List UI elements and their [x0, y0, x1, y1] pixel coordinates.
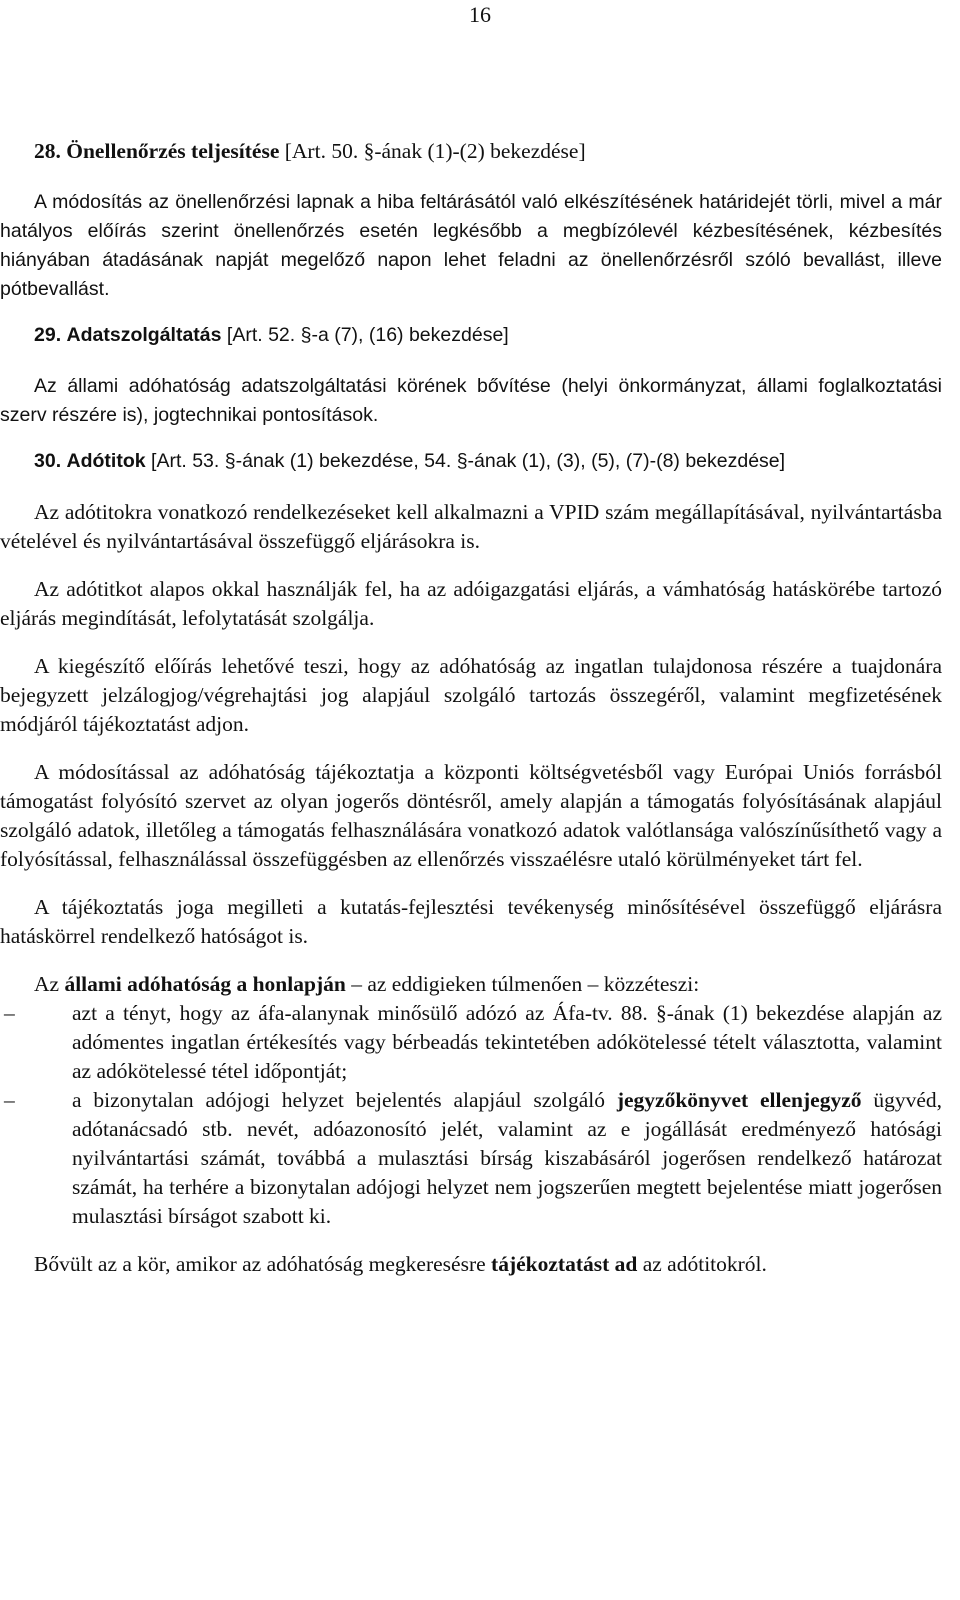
- section-28-body: A módosítás az önellenőrzési lapnak a hiba feltárásától való elkészítésének határidejét törli, mivel a már hatályos előírás szerint önellenőrzés esetén legkésőbb a megbízólevél kézbesítésének, kézbesítés hiányában átadásának napját megelőző napon lehet feladni az önellenőrzésről szóló bevallást, illeve pótbevallást.: [0, 191, 942, 300]
- section-30-paragraph-4: A módosítással az adóhatóság tájékoztatja a központi költségvetésből vagy Európai Uniós forrásból támogatást folyósító szervet az olyan jogerős döntésről, amely alapján a támogatás folyósításának alapjául szolgáló adatok, illetőleg a támogatás felhasználására vonatkozó adatok valótlansága valószínűsíthető vagy a folyósítással, felhasználással összefüggésben az ellenőrzés visszaélésre utaló körülményeket tárt fel.: [0, 760, 942, 871]
- section-29-reference: [Art. 52. §-a (7), (16) bekezdése]: [226, 324, 509, 346]
- section-30-paragraph-5: A tájékoztatás joga megilleti a kutatás-fejlesztési tevékenység minősítésével összefüggő eljárásra hatáskörrel rendelkező hatóságot is.: [0, 895, 942, 948]
- section-29-body: Az állami adóhatóság adatszolgáltatási körének bővítése (helyi önkormányzat, állami foglalkoztatási szerv részére is), jogtechnikai pontosítások.: [0, 375, 942, 426]
- tax-authority-website-emphasis: állami adóhatóság a honlapján: [64, 972, 346, 996]
- section-30-heading: [0, 447, 942, 476]
- section-28-title: Önellenőrzés teljesítése: [66, 139, 280, 163]
- section-30-reference: [Art. 53. §-ának (1) bekezdése, 54. §-ának (1), (3), (5), (7)-(8) bekezdése]: [151, 450, 786, 472]
- bullet-item-1: [0, 999, 942, 1086]
- provides-information-emphasis: tájékoztatást ad: [491, 1252, 638, 1276]
- section-29-number: 29.: [34, 324, 62, 346]
- section-30-title: Adótitok: [66, 450, 146, 472]
- document-body: [0, 137, 942, 1279]
- section-29-title: Adatszolgáltatás: [66, 324, 222, 346]
- dash-bullet-icon: –: [4, 1088, 15, 1112]
- bullet-item-1-text: azt a tényt, hogy az áfa-alanynak minősülő adózó az Áfa-tv. 88. §-ának (1) bekezdése alapján az adómentes ingatlan értékesítés vagy bérbeadás tekintetében adókötelessé tételt választotta, valamint az adókötelessé tétel időpontját;: [72, 1001, 942, 1083]
- page-number: 16: [469, 2, 491, 27]
- publication-intro: Az állami adóhatóság a honlapján – az eddigieken túlmenően – közzéteszi:: [34, 972, 700, 996]
- section-29-heading: [0, 321, 942, 350]
- section-30-paragraph-2: Az adótitkot alapos okkal használják fel, ha az adóigazgatási eljárás, a vámhatóság hatáskörébe tartozó eljárás megindítását, lefolytatását szolgálja.: [0, 577, 942, 630]
- section-28-reference: [Art. 50. §-ának (1)-(2) bekezdése]: [284, 139, 586, 163]
- section-28-heading: [0, 137, 942, 166]
- section-30-number: 30.: [34, 450, 62, 472]
- countersigned-record-emphasis: jegyzőkönyvet ellenjegyző: [616, 1088, 862, 1112]
- closing-paragraph: Bővült az a kör, amikor az adóhatóság megkeresésre tájékoztatást ad az adótitokról.: [34, 1252, 767, 1276]
- dash-bullet-icon: –: [4, 1001, 15, 1025]
- section-30-paragraph-1: Az adótitokra vonatkozó rendelkezéseket kell alkalmazni a VPID szám megállapításával, nyilvántartásba vételével és nyilvántartásával összefüggő eljárásokra is.: [0, 500, 942, 553]
- section-30-paragraph-3: A kiegészítő előírás lehetővé teszi, hogy az adóhatóság az ingatlan tulajdonosa részére a tuajdonára bejegyzett jelzálogjog/végrehajtási jog alapjául szolgáló tartozás összegéről, valamint megfizetésének módjáról tájékoztatást adjon.: [0, 654, 942, 736]
- bullet-item-2: – a bizonytalan adójogi helyzet bejelentés alapjául szolgáló jegyzőkönyvet ellenjegyző ügyvéd, adótanácsadó stb. nevét, adóazonosító jelét, valamint az e jogállását eredményező hatósági nyilvántartási számát, továbbá a mulasztási bírság kiszabásáról jogerősen rendelkező határozat számát, ha terhére a bizonytalan adójogi helyzet nem jogszerűen megtett bejelentése miatt jogerősen mulasztási bírságot szabott ki.: [4, 1088, 942, 1228]
- section-28-number: 28.: [34, 139, 61, 163]
